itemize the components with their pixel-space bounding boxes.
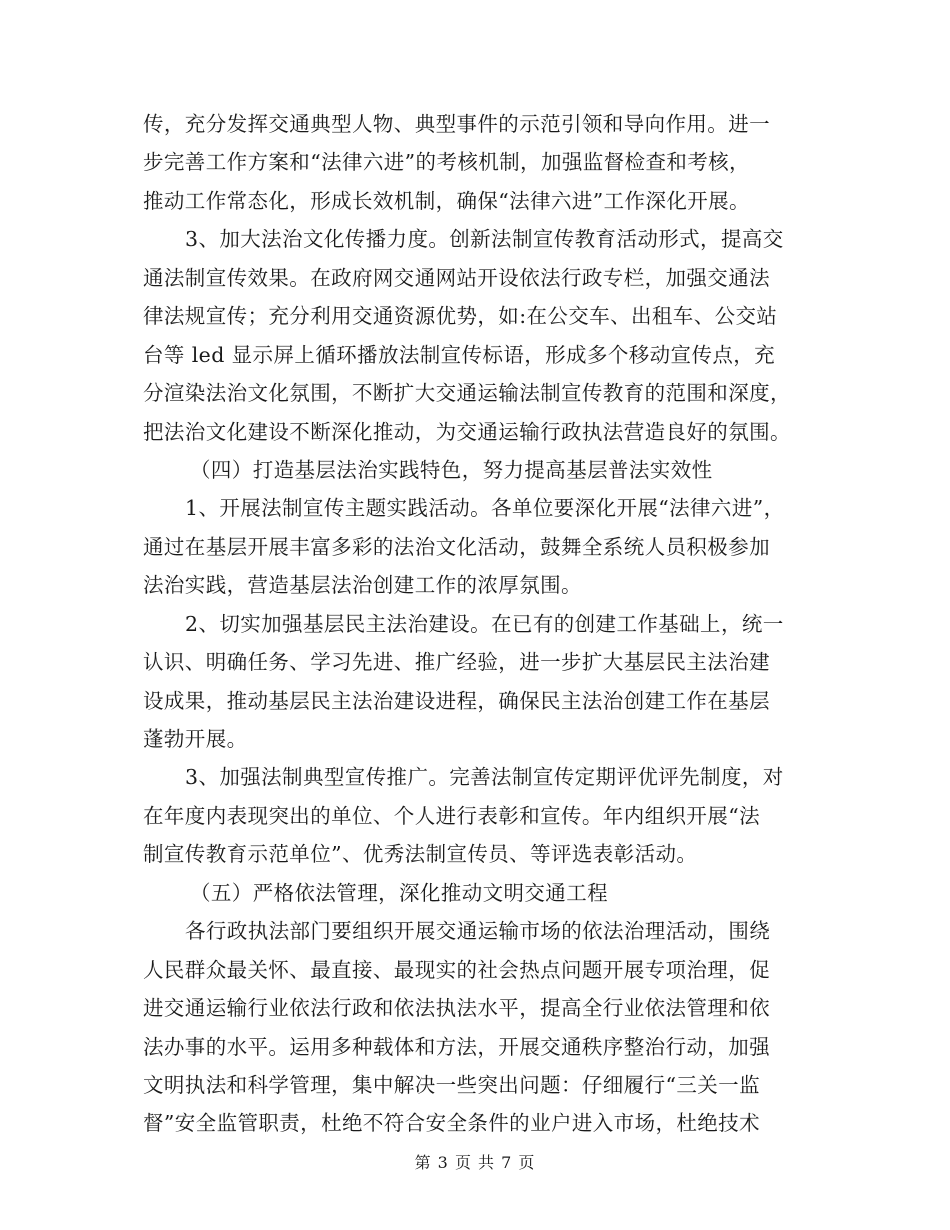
section-heading-5: （五）严格依法管理，深化推动文明交通工程 xyxy=(190,880,608,905)
text-line: 进交通运输行业依法行政和依法执法水平，提高全行业依法管理和依 xyxy=(143,996,770,1021)
page-number-footer: 第 3 页 共 7 页 xyxy=(414,1153,536,1172)
text-line: 蓬勃开展。 xyxy=(143,727,248,751)
text-line: 台等 led 显示屏上循环播放法制宣传标语，形成多个移动宣传点，充 xyxy=(143,342,776,367)
text-line: 推动工作常态化，形成长效机制，确保“法律六进”工作深化开展。 xyxy=(143,188,750,213)
paragraph-first-line: 2、切实加强基层民主法治建设。在已有的创建工作基础上，统一 xyxy=(185,611,784,636)
text-line: 步完善工作方案和“法律六进”的考核机制，加强监督检查和考核， xyxy=(143,150,750,175)
text-line: 法办事的水平。运用多种载体和方法，开展交通秩序整治行动，加强 xyxy=(143,1034,770,1059)
text-line: 在年度内表现突出的单位、个人进行表彰和宣传。年内组织开展“法 xyxy=(143,803,760,828)
text-line: 制宣传教育示范单位”、优秀法制宣传员、等评选表彰活动。 xyxy=(143,842,698,867)
text-line: 法治实践，营造基层法治创建工作的浓厚氛围。 xyxy=(143,573,582,598)
text-line: 把法治文化建设不断深化推动，为交通运输行政执法营造良好的氛围。 xyxy=(143,419,791,444)
text-line: 认识、明确任务、学习先进、推广经验，进一步扩大基层民主法治建 xyxy=(143,650,770,675)
text-line: 人民群众最关怀、最直接、最现实的社会热点问题开展专项治理，促 xyxy=(143,957,770,982)
paragraph-first-line: 各行政执法部门要组织开展交通运输市场的依法治理活动，围绕 xyxy=(185,919,771,944)
document-body xyxy=(143,105,815,1143)
text-line: 设成果，推动基层民主法治建设进程，确保民主法治创建工作在基层 xyxy=(143,688,770,713)
paragraph-first-line: 3、加强法制典型宣传推广。完善法制宣传定期评优评先制度，对 xyxy=(185,765,784,790)
paragraph-first-line: 1、开展法制宣传主题实践活动。各单位要深化开展“法律六进”， xyxy=(185,496,785,521)
text-line: 通过在基层开展丰富多彩的法治文化活动，鼓舞全系统人员积极参加 xyxy=(143,534,770,559)
text-line: 督”安全监管职责，杜绝不符合安全条件的业户进入市场，杜绝技术 xyxy=(143,1111,760,1136)
text-line: 文明执法和科学管理，集中解决一些突出问题：仔细履行“三关一监 xyxy=(143,1072,760,1097)
text-line: 传，充分发挥交通典型人物、典型事件的示范引领和导向作用。进一 xyxy=(143,112,770,136)
text-line: 分渲染法治文化氛围，不断扩大交通运输法制宣传教育的范围和深度， xyxy=(143,381,791,406)
text-line: 律法规宣传；充分利用交通资源优势，如:在公交车、出租车、公交站 xyxy=(143,304,778,329)
paragraph-first-line: 3、加大法治文化传播力度。创新法制宣传教育活动形式，提高交 xyxy=(185,227,784,252)
section-heading-4: （四）打造基层法治实践特色，努力提高基层普法实效性 xyxy=(190,457,713,482)
text-line: 通法制宣传效果。在政府网交通网站开设依法行政专栏，加强交通法 xyxy=(143,265,770,290)
